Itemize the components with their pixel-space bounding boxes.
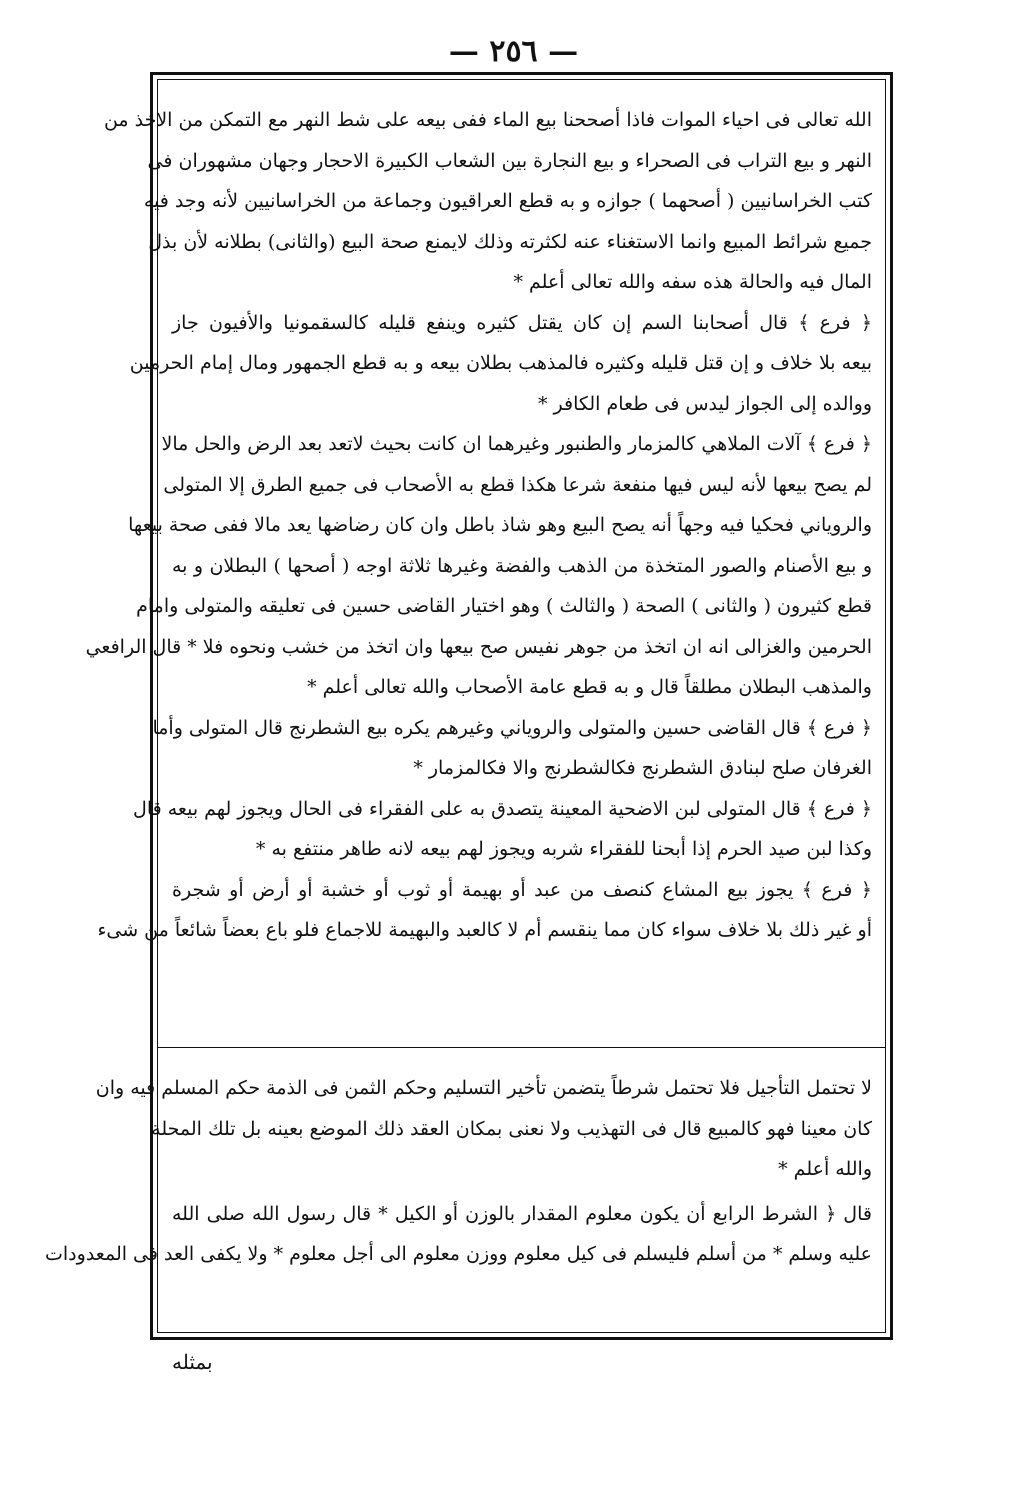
text-line: النهر و بيع التراب فى الصحراء و بيع النجارة بين الشعاب الكبيرة الاحجار وجهان مشهوران فى [147,149,872,172]
text-line: ﴿ فرع ﴾ قال المتولى لبن الاضحية المعينة يتصدق به على الفقراء فى الحال ويجوز لهم بيعه قال [133,797,872,820]
footnote-line: والله أعلم * [778,1158,872,1180]
text-line: وكذا لبن صيد الحرم إذا أبحنا للفقراء شربه ويجوز لهم بيعه لانه طاهر منتفع به * [255,838,872,860]
text-line: الحرمين والغزالى انه ان اتخذ من جوهر نفيس صح بيعها وان اتخذ من خشب ونحوه فلا * قال الرافعي [85,635,872,658]
text-line: جميع شرائط المبيع وانما الاستغناء عنه لكثرته وذلك لايمنع صحة البيع (والثانى) بطلانه لأن بذل [148,230,872,253]
text-line: ووالده إلى الجواز ليدس فى طعام الكافر * [538,392,872,415]
main-text-block [85,100,872,951]
text-line: ﴿ فرع ﴾ قال القاضى حسين والمتولى والروياني وغيرهم يكره بيع الشطرنج قال المتولى وأما [152,716,872,739]
text-line: كتب الخراسانيين ( أصحهما ) جوازه و به قطع العراقيون وجماعة من الخراسانيين لأنه وجد فيه [143,190,872,212]
footnote-line: قال ﴿ الشرط الرابع أن يكون معلوم المقدار بالوزن أو الكيل * قال رسول الله صلى الله [172,1202,872,1225]
text-line: الله تعالى فى احياء الموات فاذا أصححنا بيع الماء ففى بيعه على شط النهر مع التمكن من الاخذ من [103,109,872,131]
catchword: بمثله [172,1350,213,1374]
footnote-line: عليه وسلم * من أسلم فليسلم فى كيل معلوم ووزن معلوم الى أجل معلوم * ولا يكفى العد فى المعدودات [45,1243,872,1265]
section-divider [157,1047,886,1048]
text-line: والروياني فحكيا فيه وجهاً أنه يصح البيع وهو شاذ باطل وان كان رضاضها يعد مالا ففى صحة بيعها [128,514,872,536]
text-line: لم يصح بيعها لأنه ليس فيها منفعة شرعا هكذا قطع به الأصحاب فى جميع الطرق إلا المتولى [163,473,872,496]
text-line: الغرفان صلح لبنادق الشطرنج فكالشطرنج والا فكالمزمار * [413,757,872,779]
page-number: — ٢٥٦ — [448,34,579,69]
text-line: قطع كثيرون ( والثانى ) الصحة ( والثالث ) وهو اختيار القاضى حسين فى تعليقه والمتولى وامام [136,595,872,617]
text-line: أو غير ذلك بلا خلاف سواء كان مما ينقسم أم لا كالعبد والبهيمة للاجماع فلو باع بعضاً شائعاً من شىء [97,919,872,941]
footnote-line: كان معينا فهو كالمبيع قال فى التهذيب ولا نعنى بمكان العقد ذلك الموضع بعينه بل تلك المحلة [151,1117,872,1140]
text-line: المال فيه والحالة هذه سفه والله تعالى أعلم * [513,271,872,293]
footnote-line: لا تحتمل التأجيل فلا تحتمل شرطاً يتضمن تأخير التسليم وحكم الثمن فى الذمة حكم المسلم فيه وان [95,1077,872,1099]
text-line: والمذهب البطلان مطلقاً قال و به قطع عامة الأصحاب والله تعالى أعلم * [307,676,872,698]
text-line: ﴿ فرع ﴾ يجوز بيع المشاع كنصف من عبد أو بهيمة أو ثوب أو خشبة أو أرض أو شجرة [172,878,872,901]
footnote-text-block [45,1068,872,1275]
text-line: ﴿ فرع ﴾ قال أصحابنا السم إن كان يقتل كثيره وينفع قليله كالسقمونيا والأفيون جاز [172,311,872,334]
text-line: و بيع الأصنام والصور المتخذة من الذهب والفضة وغيرها ثلاثة اوجه ( أصحها ) البطلان و به [172,554,872,577]
text-line: بيعه بلا خلاف و إن قتل قليله وكثيره فالمذهب بطلان بيعه و به قطع الجمهور ومال إمام الحرمين [129,352,872,374]
text-line: ﴿ فرع ﴾ آلات الملاهي كالمزمار والطنبور وغيرهما ان كانت بحيث لاتعد بعد الرض والحل مالا [161,433,872,455]
